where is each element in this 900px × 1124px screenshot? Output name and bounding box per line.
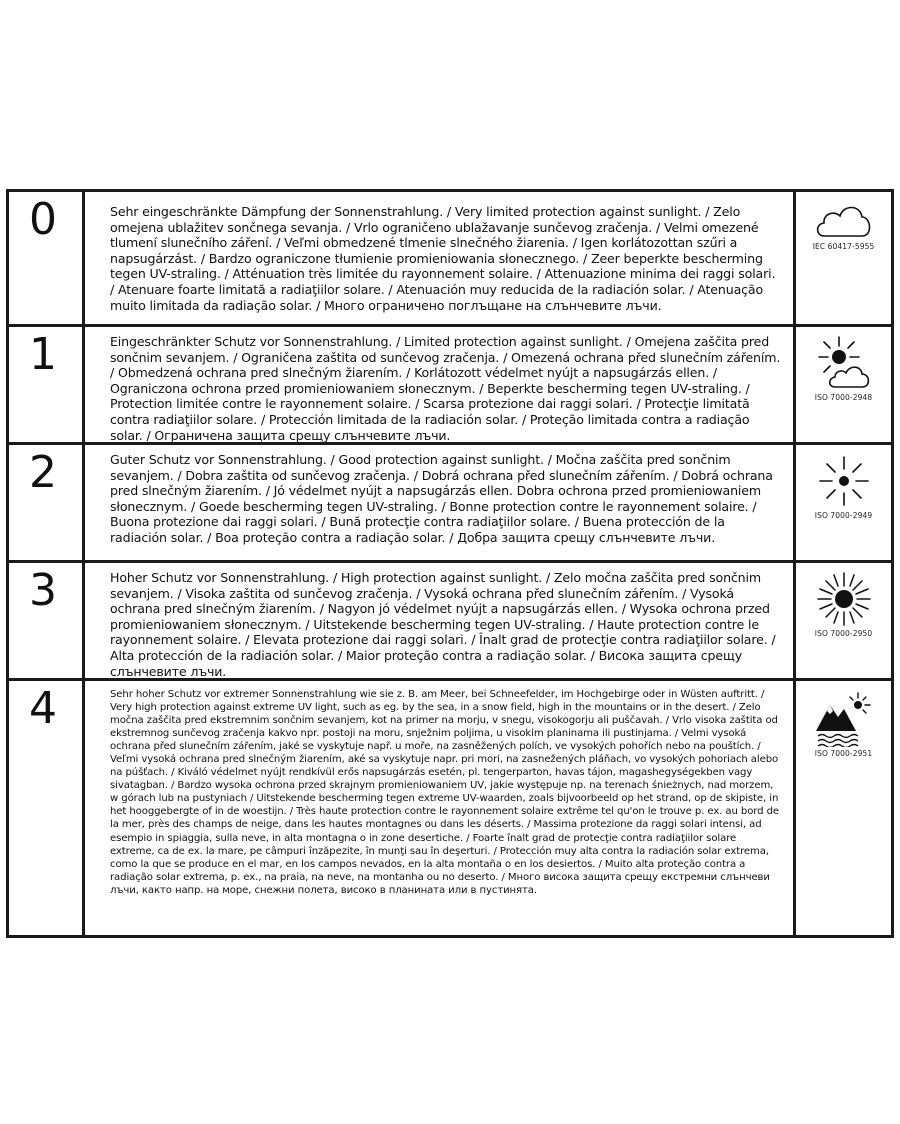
symbol-cell — [796, 327, 891, 442]
protection-description: Hoher Schutz vor Sonnenstrahlung. / High protection against sunlight. / Zelo močna zaščita pred sončnim sevanjem. / Visoka zaštita od sunčevog zračenja. / Vysoká ochrana před slunečním zářením. / Vysoká ochrana pred slnečným žiarením. / Nagyon jó védelmet nyújt a napsugárzás ellen. / Wysoka ochrona przed promieniowaniem słonecznym. / Uitstekende bescherming tegen UV-straling. / Haute protection contre le rayonnement solaire. / Elevata protezione dai raggi solari. / Înalt grad de protecţie contra radiaţiilor solare. / Alta protección de la radiación solar. / Maior proteção contra a radiação solar. / Висока защита срещу слънчевите лъчи. — [85, 563, 796, 678]
protection-description: Sehr eingeschränkte Dämpfung der Sonnenstrahlung. / Very limited protection against sunlight. / Zelo omejena ublažitev sončnega sevanja. / Vrlo ograničeno ublažavanje sunčevog zračenja. / Velmi omezené tlumení slunečního záření. / Veľmi obmedzené tlmenie slnečného žiarenia. / Igen korlátozottan szűri a napsugárzást. / Bardzo ograniczone tłumienie promieniowania słonecznego. / Zeer beperkte bescherming tegen UV-straling. / Atténuation très limitée du rayonnement solaire. / Attenuazione minima dei raggi solari. / Atenuare foarte limitată a radiaţiilor solare. / Atenuación muy reducida de la radiación solar. / Atenuação muito limitada da radiação solar. / Много ограничено поглъщане на слънчевите лъчи. — [85, 192, 796, 324]
table-row — [9, 327, 891, 445]
cloud-icon — [814, 202, 874, 240]
filter-category: 1 — [9, 327, 85, 442]
standard-reference: ISO 7000-2948 — [814, 393, 873, 402]
strong-sun-icon — [813, 571, 875, 627]
standard-reference: ISO 7000-2949 — [814, 511, 873, 520]
sun-icon — [816, 453, 872, 509]
sun-behind-cloud-icon — [813, 335, 875, 391]
uv-protection-table — [6, 189, 894, 938]
table-row — [9, 681, 891, 935]
symbol-cell — [796, 563, 891, 678]
symbol-cell — [796, 192, 891, 324]
protection-description: Eingeschränkter Schutz vor Sonnenstrahlung. / Limited protection against sunlight. / Omejena zaščita pred sončnim sevanjem. / Ograničena zaštita od sunčevog zračenja. / Omezená ochrana před slunečním zářením. / Obmedzená ochrana pred slnečným žiarením. / Korlátozott védelmet nyújt a napsugárzás ellen. / Ograniczona ochrona przed promieniowaniem słonecznym. / Beperkte bescherming tegen UV-straling. / Protection limitée contre le rayonnement solaire. / Scarsa protezione dai raggi solari. / Protecţie limitată contra radiaţiilor solare. / Protección limitada de la radiación solar. / Proteção limitada contra a radiação solar. / Ограничена защита срещу слънчевите лъчи. — [85, 327, 796, 442]
filter-category: 3 — [9, 563, 85, 678]
table-row — [9, 445, 891, 563]
filter-category: 2 — [9, 445, 85, 560]
mountain-sun-water-icon — [814, 691, 874, 747]
protection-description: Guter Schutz vor Sonnenstrahlung. / Good protection against sunlight. / Močna zaščita pred sončnim sevanjem. / Dobra zaštita od sunčevog zračenja. / Dobrá ochrana před slunečním zářením. / Dobrá ochrana pred slnečným žiarením. / Jó védelmet nyújt a napsugárzás ellen. Dobra ochrona przed promieniowaniem słonecznym. / Goede bescherming tegen UV-straling. / Bonne protection contre le rayonnement solaire. / Buona protezione dai raggi solari. / Bună protecţie contra radiaţiilor solare. / Buena protección de la radiación solar. / Boa proteção contra a radiação solar. / Добра защита срещу слънчевите лъчи. — [85, 445, 796, 560]
standard-reference: ISO 7000-2951 — [814, 749, 873, 758]
protection-description: Sehr hoher Schutz vor extremer Sonnenstrahlung wie sie z. B. am Meer, bei Schneefelder, im Hochgebirge oder in Wüsten auftritt. / Very high protection against extreme UV light, such as eg. by the sea, in a snow field, high in the mountains or in the desert. / Zelo močna zaščita pred ekstremnim sončnim sevanjem, kot na primer na morju, v snegu, visokogorju ali puščavah. / Vrlo visoka zaštita od ekstremnog sunčevog zračenja kakvo npr. postoji na moru, snježnim poljima, u visokim planinama ili pustinjama. / Velmi vysoká ochrana před slunečním zářením, jaké se vyskytuje např. u moře, na zasněžených polích, ve vysokých pohořích nebo na pouštích. / Veľmi vysoká ochrana pred slnečným žiarením, aké sa vyskytuje napr. pri mori, na zasnežených pláňach, vo vysokých pohoriach alebo na púšťach. / Kiváló védelmet nyújt rendkívül erős napsugárzás esetén, pl. tengerparton, havas tájon, magashegységekben vagy sivatagban. / Bardzo wysoka ochrona przed skrajnym promieniowaniem UV, jakie występuje np. na terenach śnieżnych, nad morzem, w górach lub na pustyniach / Uitstekende bescherming tegen extreme UV-waarden, zoals bijvoorbeeld op het strand, op de skipiste, in het hooggebergte of in de woestijn. / Très haute protection contre le rayonnement solaire extrême tel qu'on le trouve p. ex. au bord de la mer, près des champs de neige, dans les hautes montagnes ou dans les déserts. / Massima protezione da raggi solari intensi, ad esempio in spiaggia, sulla neve, in alta montagna o in zone desertiche. / Foarte înalt grad de protecţie contra radiaţiilor solare extreme, ca de ex. la mare, pe câmpuri înzăpezite, în munţi sau în deşerturi. / Protección muy alta contra la radiación solar extrema, como la que se produce en el mar, en los campos nevados, en la alta montaña o en los desiertos. / Muito alta proteção contra a radiação solar extrema, p. ex., na praia, na neve, na montanha ou no deserto. / Много висока защита срещу екстремни слънчеви лъчи, както напр. на море, снежни полета, високо в планината или в пустинята. — [85, 681, 796, 935]
table-row — [9, 563, 891, 681]
filter-category: 0 — [9, 192, 85, 324]
table-row — [9, 192, 891, 327]
symbol-cell — [796, 681, 891, 935]
standard-reference: ISO 7000-2950 — [814, 629, 873, 638]
standard-reference: IEC 60417-5955 — [812, 242, 875, 251]
symbol-cell — [796, 445, 891, 560]
filter-category: 4 — [9, 681, 85, 935]
